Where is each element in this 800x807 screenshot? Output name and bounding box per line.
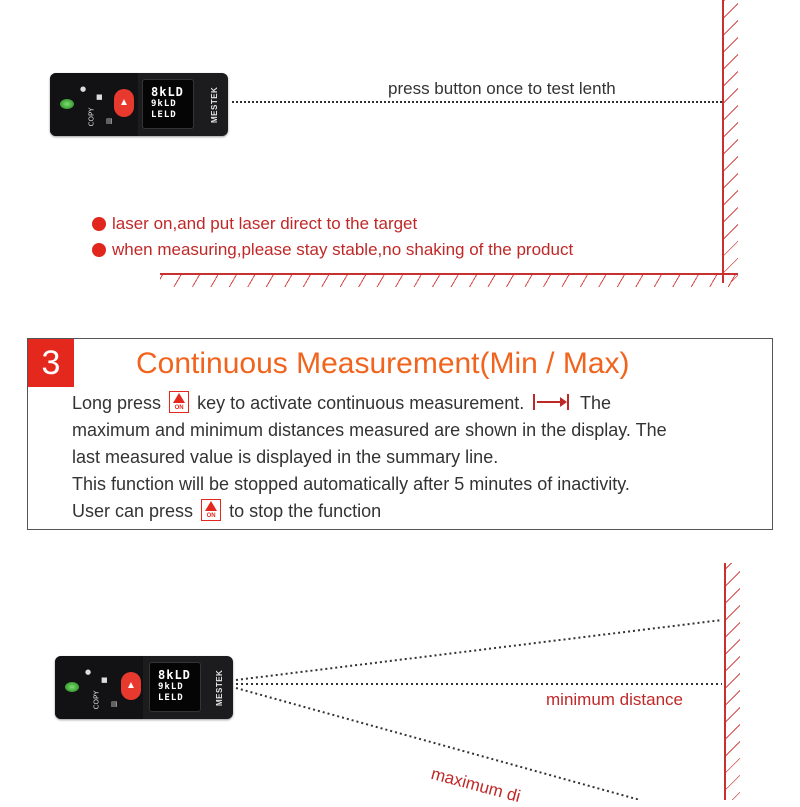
device-key-4: ▤ [111,700,118,708]
device-brand: MESTEK [210,86,219,123]
maximum-distance-label: maximum di [429,764,523,807]
test-caption: press button once to test lenth [388,79,616,98]
body-text: to stop the function [229,501,382,521]
target-wall-vertical [724,563,740,800]
body-line-3: last measured value is displayed in the summary line. [72,447,499,467]
device-brand: MESTEK [215,669,224,706]
display-line-3: LELD [158,693,184,703]
beam-line-upper [236,620,722,680]
laser-key-icon: ON [201,499,221,521]
body-text: User can press [72,501,194,521]
body-text: key to activate continuous measurement. [197,393,525,413]
device-key-1: ● [85,668,92,676]
section-number: 3 [28,339,74,387]
device-key-2: ■ [96,93,103,101]
display-line-2: 9kLD [158,682,184,692]
display-line-2: 9kLD [151,99,177,109]
device-key-copy: COPY [92,690,101,710]
body-text: The [579,393,612,413]
device-key-2: ■ [101,676,108,684]
note-text: laser on,and put laser direct to the target [112,214,418,233]
device-key-1: ● [80,85,87,93]
device-key-copy: COPY [87,107,96,127]
body-line-2: maximum and minimum distances measured are shown in the display. The [72,420,667,440]
display-line-3: LELD [151,110,177,120]
display-line-1: 8kLD [158,668,191,682]
laser-on-button-icon: ▲ [121,672,141,700]
body-text: Long press [72,393,162,413]
body-line-4: This function will be stopped automatically after 5 minutes of inactivity. [72,474,630,494]
laser-on-button-icon: ▲ [114,89,134,117]
laser-key-icon: ON [169,391,189,413]
device-key-4: ▤ [106,117,113,125]
minimum-distance-label: minimum distance [546,690,683,709]
display-line-1: 8kLD [151,85,184,99]
section-title: Continuous Measurement(Min / Max) [136,347,630,380]
note-text: when measuring,please stay stable,no shaking of the product [112,240,574,259]
